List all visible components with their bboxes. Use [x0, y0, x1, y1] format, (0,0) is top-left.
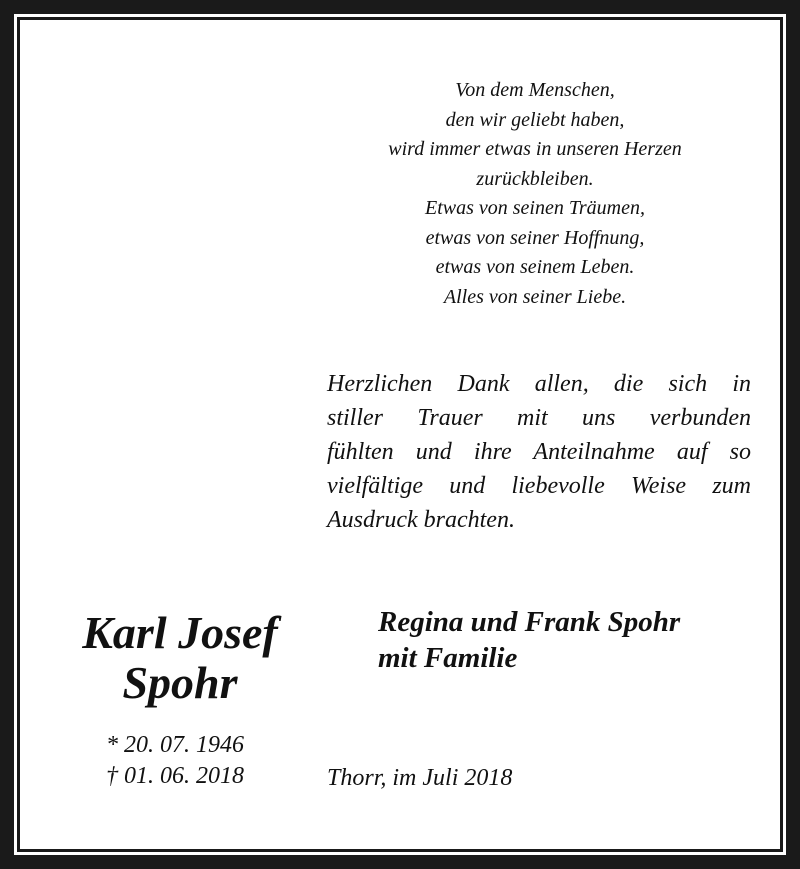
- thank-you-text: [327, 367, 751, 537]
- memorial-poem: [330, 76, 740, 312]
- poem-line: den wir geliebt haben,: [445, 108, 625, 131]
- poem-line: Von dem Menschen,: [455, 79, 615, 101]
- poem-line: Alles von seiner Liebe.: [443, 285, 627, 308]
- poem-line: etwas von seinem Leben.: [435, 256, 635, 278]
- place-and-date: Thorr, im Juli 2018: [327, 765, 513, 791]
- thanks-line: Ausdruck brachten.: [327, 507, 515, 533]
- family-signature: [378, 604, 758, 676]
- birth-date: * 20. 07. 1946: [106, 732, 244, 758]
- poem-line: Etwas von seinen Träumen,: [425, 197, 645, 219]
- thanks-line: vielfältige und liebevolle Weise zum: [327, 473, 751, 499]
- poem-line: etwas von seiner Hoffnung,: [425, 226, 645, 249]
- poem-line: wird immer etwas in unseren Herzen: [388, 138, 682, 160]
- thanks-line: Herzlichen Dank allen, die sich in: [327, 371, 751, 397]
- thanks-line: stiller Trauer mit uns verbunden: [327, 405, 751, 431]
- deceased-first-names: Karl Josef: [82, 607, 278, 658]
- life-dates: [60, 730, 290, 792]
- poem-line: zurückbleiben.: [476, 167, 594, 190]
- family-suffix: mit Familie: [378, 642, 518, 674]
- deceased-surname: Spohr: [122, 657, 238, 708]
- family-names: Regina und Frank Spohr: [378, 606, 681, 638]
- deceased-name: [40, 608, 320, 708]
- thanks-line: fühlten und ihre Anteilnahme auf so: [327, 439, 751, 465]
- death-date: † 01. 06. 2018: [106, 763, 244, 789]
